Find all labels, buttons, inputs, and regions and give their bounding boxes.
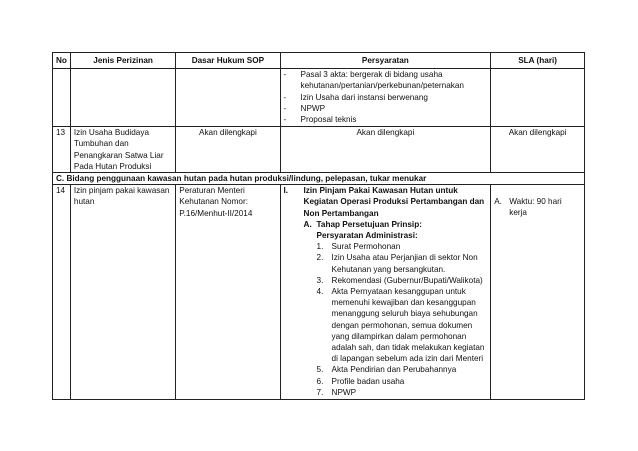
cell-jenis: Izin pinjam pakai kawasan hutan bbox=[70, 185, 175, 400]
item-text: Izin Usaha atau Perjanjian di sektor Non Kehutanan yang bersangkutan. bbox=[331, 253, 478, 274]
item-text: Akta Pendirian dan Perubahannya bbox=[331, 365, 457, 375]
section-row-c bbox=[53, 173, 585, 185]
numbered-requirements bbox=[317, 241, 488, 398]
roman-body bbox=[304, 185, 488, 398]
item-number: 2. bbox=[316, 253, 324, 263]
sla-text: Waktu: 90 hari kerja bbox=[509, 197, 562, 218]
section-heading: C. Bidang penggunaan kawasan hutan pada hutan produksi/lindung, pelepasan, tukar menukar bbox=[53, 173, 585, 185]
header-dasar-hukum: Dasar Hukum SOP bbox=[176, 53, 280, 69]
alpha-section bbox=[304, 219, 488, 398]
roman-marker: I. bbox=[283, 186, 289, 196]
roman-title: Izin Pinjam Pakai Kawasan Hutan untuk Kegiatan Operasi Produksi Pertambangan dan Non Pertambangan bbox=[303, 186, 485, 218]
item-number: 5. bbox=[316, 365, 324, 375]
item-text: Profile badan usaha bbox=[331, 376, 405, 386]
table-row-14 bbox=[53, 185, 585, 400]
header-row bbox=[53, 53, 585, 69]
table-row-continued bbox=[53, 69, 585, 127]
sla-marker: A. bbox=[494, 197, 502, 207]
item-number: 1. bbox=[316, 242, 324, 252]
cell-dasar: Akan dilengkapi bbox=[176, 127, 280, 173]
item-text: Surat Permohonan bbox=[331, 242, 401, 252]
alpha-body bbox=[317, 219, 488, 398]
item-number: 3. bbox=[316, 275, 324, 285]
cell-sla: Akan dilengkapi bbox=[491, 127, 585, 173]
list-item bbox=[317, 275, 488, 286]
licensing-table bbox=[52, 52, 585, 400]
list-item bbox=[317, 241, 488, 252]
list-item bbox=[317, 376, 488, 387]
cell-sla bbox=[491, 69, 585, 127]
list-item bbox=[317, 364, 488, 375]
list-item bbox=[317, 286, 488, 364]
roman-section bbox=[284, 185, 488, 398]
list-item: - Pasal 3 akta: bergerak di bidang usaha kehutanan/pertanian/perkebunan/peternakan bbox=[284, 69, 488, 91]
header-persyaratan: Persyaratan bbox=[280, 53, 491, 69]
header-jenis-perizinan: Jenis Perizinan bbox=[70, 53, 175, 69]
alpha-title: Tahap Persetujuan Prinsip: bbox=[316, 219, 422, 229]
item-text: Rekomendasi (Gubernur/Bupati/Walikota) bbox=[331, 275, 483, 285]
cell-jenis: Izin Usaha Budidaya Tumbuhan dan Penangkaran Satwa Liar Pada Hutan Produksi bbox=[70, 127, 175, 173]
alpha-marker: A. bbox=[303, 219, 312, 229]
cell-persyaratan bbox=[280, 185, 491, 400]
list-item: - Proposal teknis bbox=[284, 114, 488, 125]
list-item bbox=[317, 387, 488, 398]
item-text: NPWP bbox=[331, 387, 357, 397]
sub-title: Persyaratan Administrasi: bbox=[316, 231, 418, 241]
header-no: No bbox=[53, 53, 71, 69]
cell-no bbox=[53, 69, 71, 127]
item-text: Akta Pernyataan kesanggupan untuk memenuhi kewajiban dan kesanggupan menanggung seluruh biaya sehubungan dengan permohonan, semua dokumen yang dilampirkan dalam permohonan adalah sah, dan tidak melakukan kegiatan di lapangan sebelum ada izin dari Menteri bbox=[331, 287, 485, 364]
cell-sla bbox=[491, 185, 585, 400]
header-sla: SLA (hari) bbox=[491, 53, 585, 69]
list-item bbox=[317, 252, 488, 274]
item-number: 7. bbox=[316, 387, 324, 397]
item-number: 4. bbox=[316, 287, 324, 297]
cell-persyaratan bbox=[280, 69, 491, 127]
cell-persyaratan: Akan dilengkapi bbox=[280, 127, 491, 173]
list-item: - Izin Usaha dari instansi berwenang bbox=[284, 92, 488, 103]
cell-no: 14 bbox=[53, 185, 71, 400]
cell-dasar: Peraturan Menteri Kehutanan Nomor: P.16/Menhut-II/2014 bbox=[176, 185, 280, 400]
sla-item bbox=[494, 185, 581, 218]
cell-no: 13 bbox=[53, 127, 71, 173]
cell-dasar bbox=[176, 69, 280, 127]
list-item: - NPWP bbox=[284, 103, 488, 114]
cell-jenis bbox=[70, 69, 175, 127]
requirements-dash-list bbox=[284, 69, 488, 125]
table-row-13 bbox=[53, 127, 585, 173]
item-number: 6. bbox=[316, 376, 324, 386]
